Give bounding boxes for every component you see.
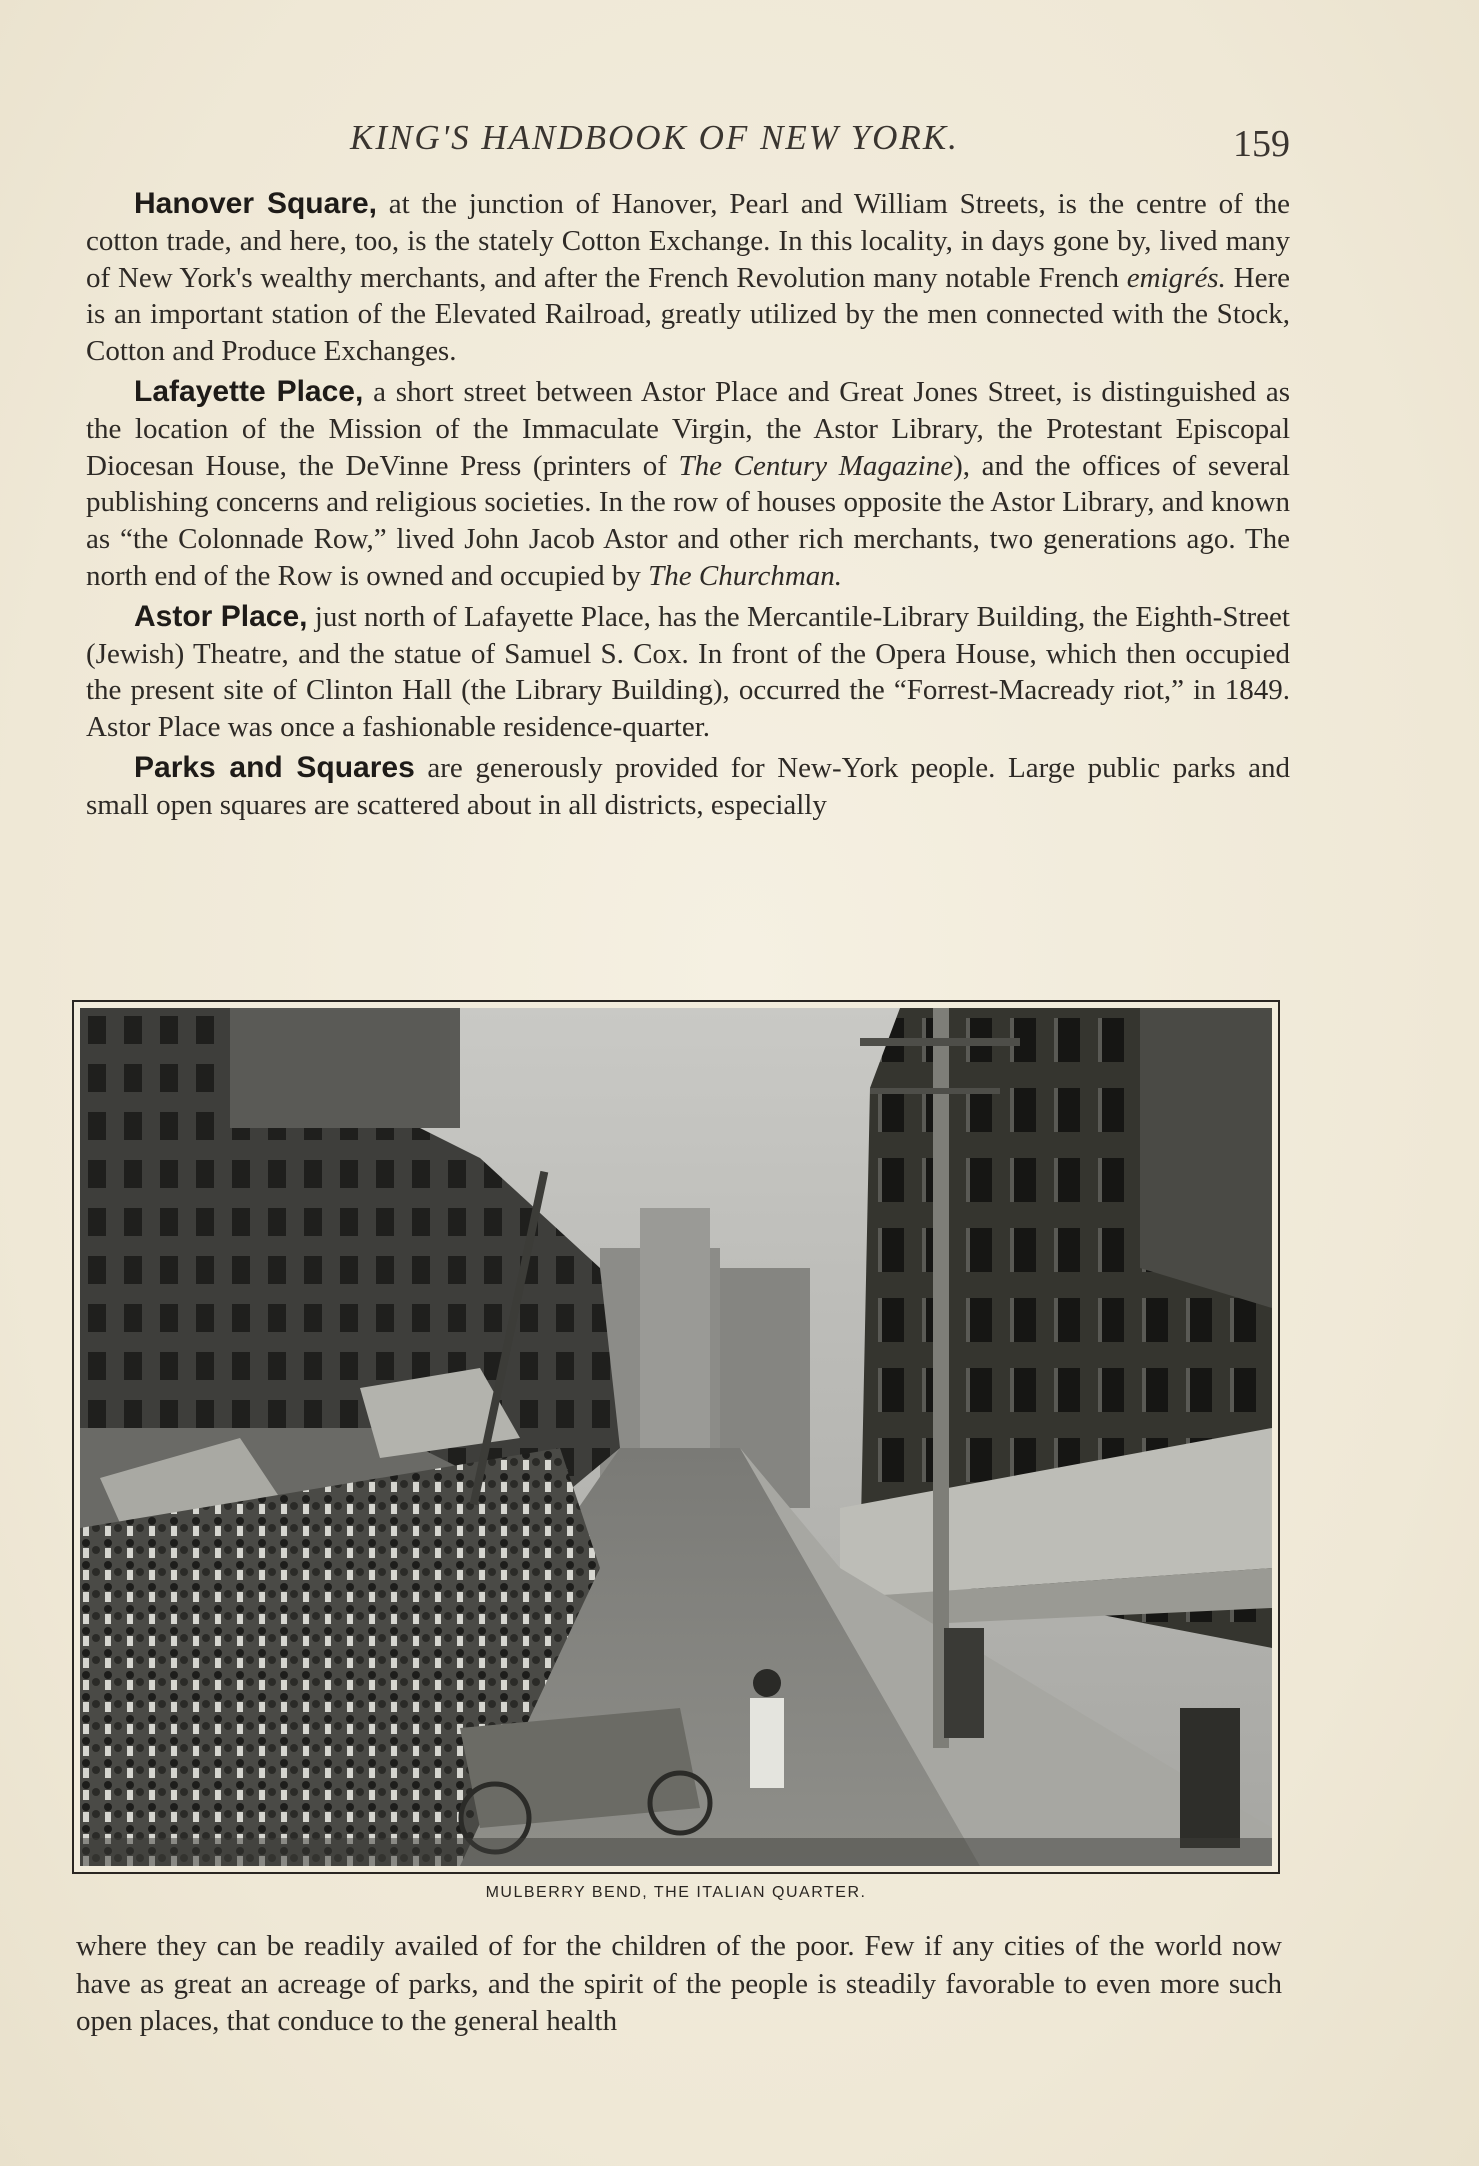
continuation-text: where they can be readily availed of for the children of the poor. Few if any cities of the world now have as great an acreage of parks, and the spirit of the people is steadily favorable to even more such open places, that conduce to the general health [76, 1930, 1282, 2037]
paragraph-italic: emigrés. [1126, 261, 1226, 294]
paragraph-lead: Parks and Squares [134, 750, 415, 784]
paragraph-lead: Hanover Square, [134, 187, 377, 220]
paragraph-astor-place [86, 599, 1290, 746]
paragraph-lead: Lafayette Place, [134, 374, 364, 408]
paragraph-parks-and-squares [86, 750, 1290, 824]
street-scene-illustration [80, 1008, 1272, 1866]
paragraph-italic: The Churchman. [648, 559, 843, 592]
paragraph-lead: Astor Place, [134, 599, 308, 633]
paragraph-lafayette-place [86, 374, 1290, 595]
paragraph-text-tail: Here is an important station of the Elevated Railroad, greatly utilized by the men connected with the Stock, Cotton and Produce Exchanges. [86, 261, 1290, 368]
paragraph-text: a short street between Astor Place and Great Jones Street, is distinguished as the location of the Mission of the Immaculate Virgin, the Astor Library, the Protestant Episcopal Diocesan House, the DeVinne Press (printers of [86, 375, 1290, 482]
page-number: 159 [1233, 123, 1290, 165]
paragraph-hanover-square [86, 186, 1290, 370]
body-text [86, 186, 1290, 824]
figure-caption: MULBERRY BEND, THE ITALIAN QUARTER. [485, 1884, 867, 1901]
paragraph-text: are generously provided for New-York people. Large public parks and small open squares are scattered about in all districts, especially [86, 751, 1290, 821]
street-photograph [80, 1008, 1272, 1866]
figure-frame [72, 1000, 1280, 1874]
paragraph-text: at the junction of Hanover, Pearl and William Streets, is the centre of the cotton trade, and here, too, is the stately Cotton Exchange. In this locality, in days gone by, lived many of New York's wealthy merchants, and after the French Revolution many notable French [86, 188, 1291, 294]
paragraph-text: just north of Lafayette Place, has the Mercantile-Library Building, the Eighth-Street (Jewish) Theatre, and the statue of Samuel S. Cox. In front of the Opera House, which then occupied the present site of Clinton Hall (the Library Building), occurred the “Forrest-Macready riot,” in 1849. Astor Place was once a fashionable residence-quarter. [86, 600, 1290, 744]
running-head: KING'S HANDBOOK OF NEW YORK. [350, 118, 959, 157]
paragraph-text-tail: ), and the offices of several publishing concerns and religious societies. In the row of houses opposite the Astor Library, and known as “the Colonnade Row,” lived John Jacob Astor and other rich merchants, two generations ago. The north end of the Row is owned and occupied by [86, 449, 1290, 592]
paragraph-italic: The Century Magazine [678, 449, 954, 482]
